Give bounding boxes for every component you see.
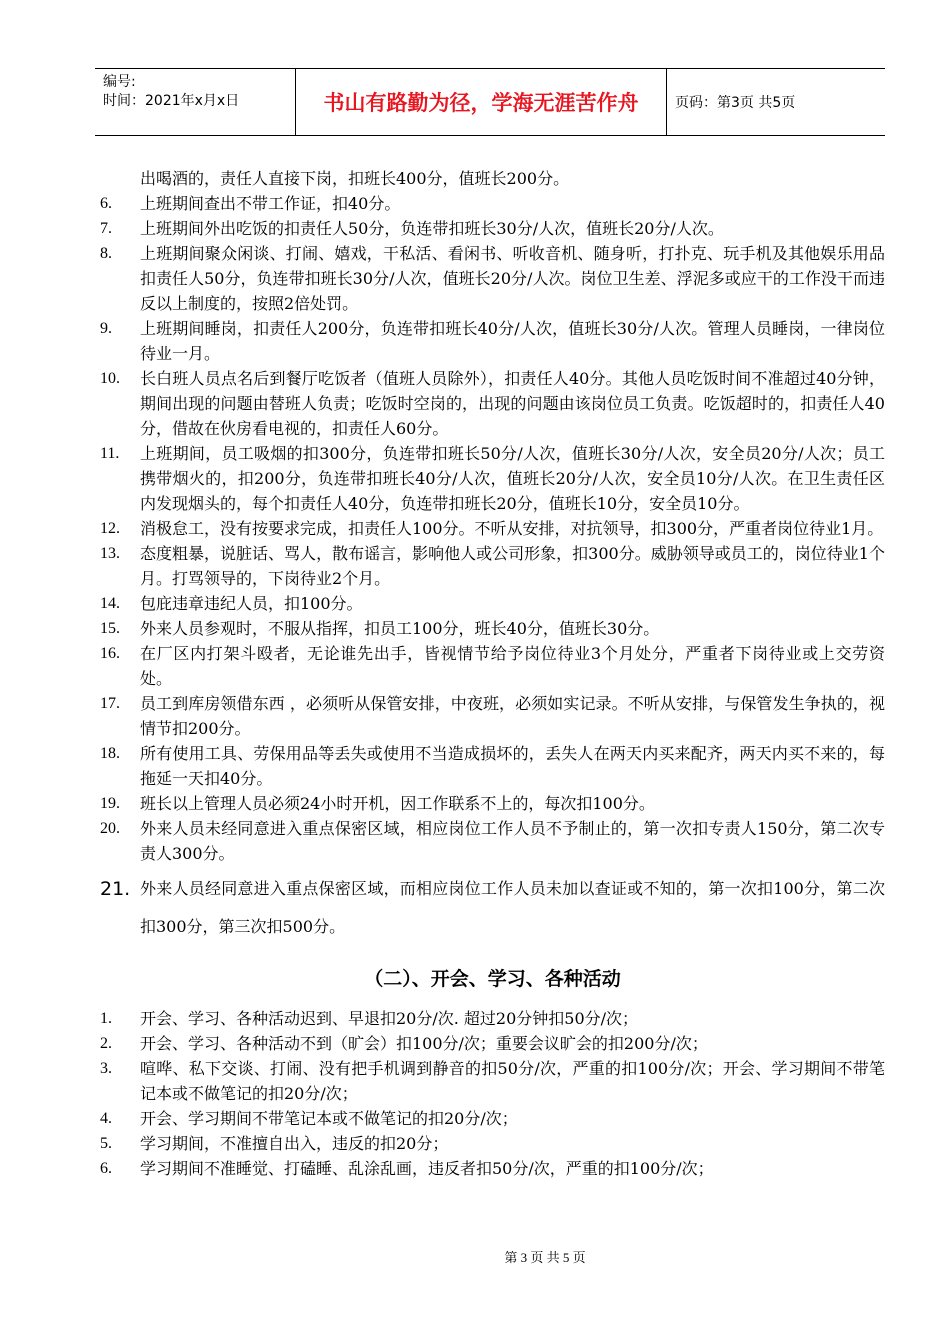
rule-text: 开会、学习期间不带笔记本或不做笔记的扣20分/次； [140, 1109, 518, 1128]
rule-item [100, 1031, 885, 1056]
rule-text: 在厂区内打架斗殴者，无论谁先出手，皆视情节给予岗位待业3个月处分，严重者下岗待业或上交劳资处。 [140, 644, 885, 688]
rule-number: 11. [100, 445, 120, 462]
rule-text: 消极怠工，没有按要求完成，扣责任人100分。不听从安排，对抗领导，扣300分，严重者岗位待业1月。 [140, 519, 884, 538]
page-footer: 第 3 页 共 5 页 [504, 1250, 586, 1265]
rule-number: 20. [100, 820, 120, 837]
rule-item [100, 641, 885, 691]
rule-text: 所有使用工具、劳保用品等丢失或使用不当造成损坏的，丢失人在两天内买来配齐，两天内买不来的，每拖延一天扣40分。 [140, 744, 885, 788]
rule-number: 2. [100, 1035, 112, 1052]
rule-number: 16. [100, 645, 120, 662]
rule-number: 19. [100, 795, 120, 812]
rule-number: 9. [100, 320, 112, 337]
rule-item [100, 791, 885, 816]
rule-item [100, 316, 885, 366]
rule-text: 学习期间不准睡觉、打磕睡、乱涂乱画，违反者扣50分/次，严重的扣100分/次； [140, 1159, 714, 1178]
rule-text: 包庇违章违纪人员，扣100分。 [140, 594, 363, 613]
rule-number: 17. [100, 695, 120, 712]
rule-number: 12. [100, 520, 120, 537]
rule-item [100, 816, 885, 866]
rule-text: 喧哗、私下交谈、打闹、没有把手机调到静音的扣50分/次，严重的扣100分/次；开会、学习期间不带笔记本或不做笔记的扣20分/次； [140, 1059, 885, 1103]
rule-item [100, 241, 885, 316]
rule-item [100, 541, 885, 591]
rule-item-21 [100, 870, 885, 946]
rule-item [100, 1056, 885, 1106]
rule-text: 长白班人员点名后到餐厅吃饭者（值班人员除外），扣责任人40分。其他人员吃饭时间不准超过40分钟，期间出现的问题由替班人负责；吃饭时空岗的，出现的问题由该岗位员工负责。吃饭超时的，扣责任人40分，借故在伙房看电视的，扣责任人60分。 [140, 369, 885, 438]
rule-item [100, 1156, 885, 1181]
rule-number: 6. [100, 1160, 112, 1177]
rule-text: 外来人员未经同意进入重点保密区域，相应岗位工作人员不予制止的，第一次扣专责人150分，第二次专责人300分。 [140, 819, 885, 863]
rule-text: 开会、学习、各种活动不到（旷会）扣100分/次；重要会议旷会的扣200分/次； [140, 1034, 708, 1053]
rule-text: 上班期间聚众闲谈、打闹、嬉戏，干私活、看闲书、听收音机、随身听，打扑克、玩手机及其他娱乐用品扣责任人50分，负连带扣班长30分/人次，值班长20分/人次。岗位卫生差、浮泥多或应干的工作没干而违反以上制度的，按照2倍处罚。 [140, 244, 885, 313]
rule-text: 开会、学习、各种活动迟到、早退扣20分/次. 超过20分钟扣50分/次； [140, 1009, 639, 1028]
rule-item [100, 1131, 885, 1156]
rule-number: 6. [100, 195, 112, 212]
rule-number: 10. [100, 370, 120, 387]
rule-item [100, 591, 885, 616]
code-label: 编号: [103, 74, 136, 90]
rule-number: 14. [100, 595, 120, 612]
rule-item [100, 191, 885, 216]
rule-text: 上班期间查出不带工作证，扣40分。 [140, 194, 401, 213]
page-header [95, 68, 885, 136]
header-meta [95, 69, 295, 135]
rule-number: 13. [100, 545, 120, 562]
rule-item [100, 616, 885, 641]
rule-number: 21. [100, 878, 131, 900]
rule-text: 外来人员经同意进入重点保密区域，而相应岗位工作人员未加以查证或不知的，第一次扣100分，第二次扣300分，第三次扣500分。 [140, 879, 885, 936]
rule-item [100, 691, 885, 741]
continuation-text: 出喝酒的，责任人直接下岗，扣班长400分，值班长200分。 [140, 169, 570, 188]
header-motto: 书山有路勤为径，学海无涯苦作舟 [295, 69, 667, 135]
header-page-info: 页码：第3页 共5页 [675, 95, 796, 111]
rule-number: 15. [100, 620, 120, 637]
rule-text: 员工到库房领借东西 ，必须听从保管安排，中夜班，必须如实记录。不听从安排，与保管发生争执的，视情节扣200分。 [140, 694, 885, 738]
rule-text: 外来人员参观时，不服从指挥，扣员工100分，班长40分，值班长30分。 [140, 619, 660, 638]
rule-number: 4. [100, 1110, 112, 1127]
rule-item [100, 516, 885, 541]
rule-item [100, 216, 885, 241]
rule-item [100, 1006, 885, 1031]
rule-item [100, 741, 885, 791]
rule-number: 1. [100, 1010, 112, 1027]
rule-number: 3. [100, 1060, 112, 1077]
rule-number: 5. [100, 1135, 112, 1152]
rules-list-part1 [100, 191, 885, 866]
rules-list-section2 [100, 1006, 885, 1181]
rule-item [100, 366, 885, 441]
document-body [100, 166, 885, 1181]
rule-item [100, 441, 885, 516]
rule-text: 上班期间睡岗，扣责任人200分，负连带扣班长40分/人次，值班长30分/人次。管理人员睡岗，一律岗位待业一月。 [140, 319, 885, 363]
section-title: （二）、开会、学习、各种活动 [364, 968, 621, 990]
rule-text: 上班期间，员工吸烟的扣300分，负连带扣班长50分/人次，值班长30分/人次，安全员20分/人次；员工携带烟火的，扣200分，负连带扣班长40分/人次，值班长20分/人次，安全员10分/人次。在卫生责任区内发现烟头的，每个扣责任人40分，负连带扣班长20分，值班长10分，安全员10分。 [140, 444, 885, 513]
rule-item [100, 1106, 885, 1131]
rule-number: 18. [100, 745, 120, 762]
date-label: 时间：2021年x月x日 [103, 93, 240, 109]
rule-text: 班长以上管理人员必须24小时开机，因工作联系不上的，每次扣100分。 [140, 794, 655, 813]
rule-text: 态度粗暴，说脏话、骂人，散布谣言，影响他人或公司形象，扣300分。威胁领导或员工的，岗位待业1个月。打骂领导的，下岗待业2个月。 [140, 544, 885, 588]
rule-number: 7. [100, 220, 112, 237]
rule-text: 学习期间，不准擅自出入，违反的扣20分； [140, 1134, 449, 1153]
rule-number: 8. [100, 245, 112, 262]
rule-text: 上班期间外出吃饭的扣责任人50分，负连带扣班长30分/人次，值班长20分/人次。 [140, 219, 724, 238]
